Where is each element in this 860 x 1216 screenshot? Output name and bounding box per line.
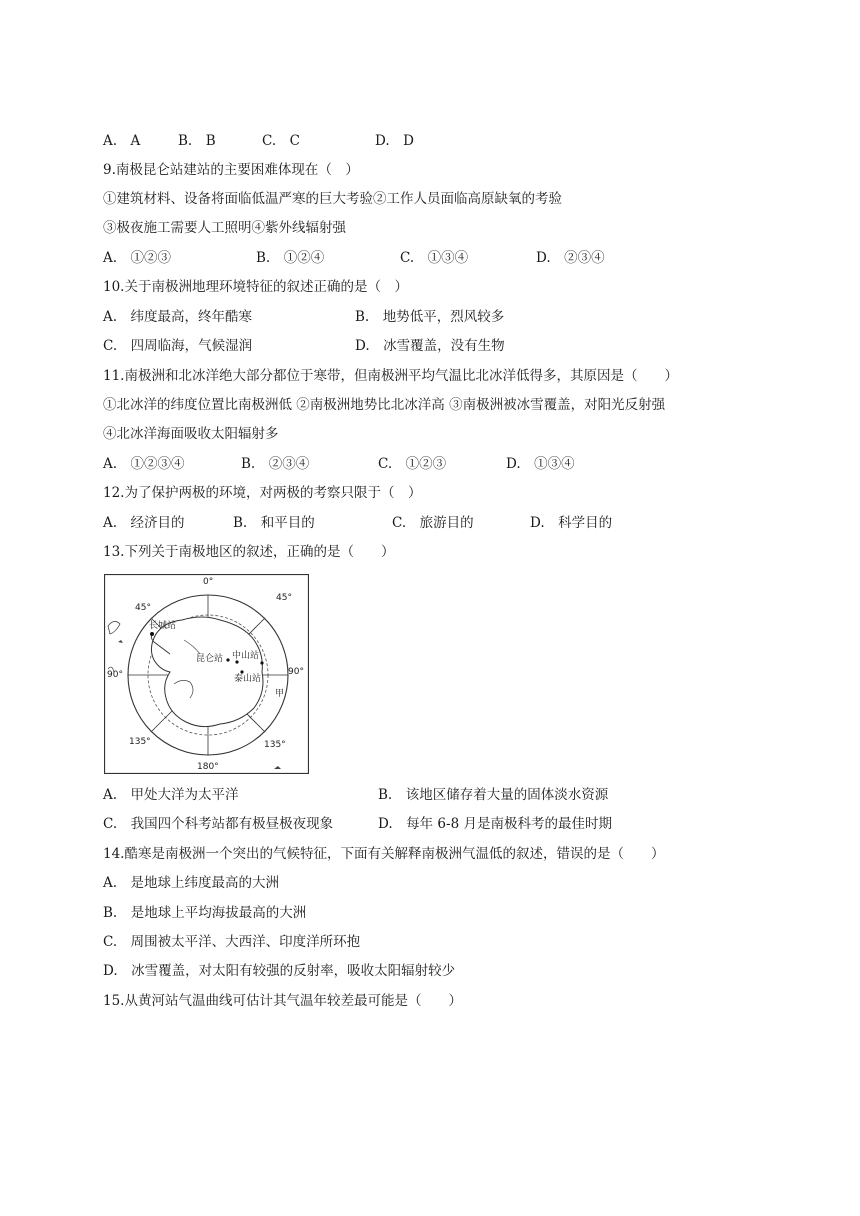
q10-option-c: C. 四周临海，气候湿润 — [103, 338, 253, 354]
label-45-right: 45° — [276, 593, 292, 603]
q12-option-c: C. 旅游目的 — [392, 515, 474, 531]
q11-option-b: B. ②③④ — [241, 456, 310, 472]
label-zhongshan-station: 中山站 — [232, 651, 260, 661]
q11-stem: 11.南极洲和北冰洋绝大部分都位于寒带，但南极洲平均气温比北冰洋低得多，其原因是（ ） — [103, 368, 678, 384]
q12-stem: 12.为了保护两极的环境，对两极的考察只限于（ ） — [103, 485, 422, 501]
q10-stem: 10.关于南极洲地理环境特征的叙述正确的是（ ） — [103, 279, 408, 295]
q12-option-b: B. 和平目的 — [233, 515, 315, 531]
q10-option-a: A. 纬度最高，终年酷寒 — [103, 309, 253, 325]
q11-option-c: C. ①②③ — [378, 456, 447, 472]
q14-option-d: D. 冰雪覆盖，对太阳有较强的反射率，吸收太阳辐射较少 — [103, 963, 456, 979]
q9-option-a: A. ①②③ — [103, 250, 172, 266]
q8-option-d: D. D — [375, 133, 414, 149]
q13-stem: 13.下列关于南极地区的叙述，正确的是（ ） — [103, 544, 395, 560]
q11-statement-2: ④北冰洋海面吸收太阳辐射多 — [103, 426, 279, 442]
zhongshan-coast-dot — [260, 661, 263, 664]
q14-option-c: C. 周围被太平洋、大西洋、印度洋所环抱 — [103, 934, 361, 950]
great-wall-station-dot — [150, 632, 154, 636]
q11-option-d: D. ①③④ — [506, 456, 575, 472]
q13-option-b: B. 该地区储存着大量的固体淡水资源 — [378, 787, 609, 803]
label-great-wall-station: 长城站 — [149, 621, 177, 631]
label-45-left: 45° — [135, 603, 151, 613]
q8-option-a: A. A — [103, 133, 141, 149]
q14-stem: 14.酷寒是南极洲一个突出的气候特征，下面有关解释南极洲气温低的叙述，错误的是（ ） — [103, 846, 665, 862]
q11-statement-1: ①北冰洋的纬度位置比南极洲低 ②南极洲地势比北冰洋高 ③南极洲被冰雪覆盖，对阳光反射强 — [103, 397, 666, 413]
q8-option-b: B. B — [178, 133, 216, 149]
q15-stem: 15.从黄河站气温曲线可估计其气温年较差最可能是（ ） — [103, 993, 462, 1009]
q12-option-a: A. 经济目的 — [103, 515, 185, 531]
label-180: 180° — [197, 762, 219, 772]
label-kunlun-station: 昆仑站 — [196, 654, 224, 664]
q10-option-d: D. 冰雪覆盖，没有生物 — [355, 338, 505, 354]
label-jia-marker: 甲 — [275, 689, 285, 699]
q14-option-b: B. 是地球上平均海拔最高的大洲 — [103, 905, 307, 921]
label-135-right: 135° — [264, 740, 286, 750]
label-taishan-station: 泰山站 — [234, 674, 262, 684]
q11-option-a: A. ①②③④ — [103, 456, 185, 472]
q13-option-d: D. 每年 6-8 月是南极科考的最佳时期 — [378, 816, 612, 832]
label-90-left: 90° — [107, 670, 123, 680]
q8-option-c: C. C — [262, 133, 300, 149]
q12-option-d: D. 科学目的 — [530, 515, 613, 531]
q9-statement-1: ①建筑材料、设备将面临低温严寒的巨大考验②工作人员面临高原缺氧的考验 — [103, 191, 562, 207]
q13-option-c: C. 我国四个科考站都有极昼极夜现象 — [103, 816, 334, 832]
label-0deg: 0° — [203, 577, 214, 587]
q9-statement-2: ③极夜施工需要人工照明④紫外线辐射强 — [103, 220, 346, 236]
q10-option-b: B. 地势低平，烈风较多 — [355, 309, 505, 325]
q13-option-a: A. 甲处大洋为太平洋 — [103, 787, 239, 803]
label-135-left: 135° — [129, 737, 151, 747]
antarctica-map — [104, 574, 309, 774]
q9-option-c: C. ①③④ — [400, 250, 469, 266]
q14-option-a: A. 是地球上纬度最高的大洲 — [103, 875, 280, 891]
q9-stem: 9.南极昆仑站建站的主要困难体现在（ ） — [103, 162, 359, 178]
label-90-right: 90° — [288, 667, 304, 677]
kunlun-station-dot — [226, 658, 229, 661]
q9-option-b: B. ①②④ — [256, 250, 325, 266]
q9-option-d: D. ②③④ — [536, 250, 605, 266]
